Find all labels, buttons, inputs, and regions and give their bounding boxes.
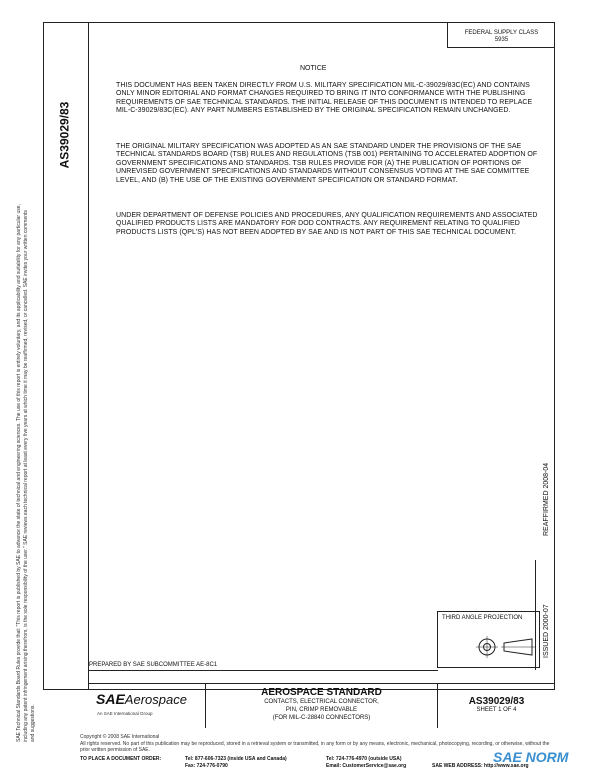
footer — [80, 734, 550, 754]
federal-supply-class: FEDERAL SUPPLY CLASS 5935 — [447, 22, 555, 48]
email-address[interactable]: Email: CustomerService@sae.org — [326, 763, 407, 769]
sae-aerospace-logo: SAEAerospace — [96, 691, 187, 707]
notice-paragraph-3: UNDER DEPARTMENT OF DEFENSE POLICIES AND PROCEDURES, ANY QUALIFICATION REQUIREMENTS AND ASSOCIATED QUALIFIED PRODUCTS LISTS ARE MANDATORY FOR DOD CONTRACTS. ANY REQUIREMENT RELATING TO QUALIFIED PRODUCTS LISTS (QPL'S) HAS NOT BEEN ADOPTED BY SAE AND IS NOT PART OF THIS SAE TECHNICAL DOCUMENT. — [116, 212, 538, 236]
notice-title: NOTICE — [300, 65, 327, 72]
third-angle-projection-icon — [476, 631, 538, 663]
sae-norm-watermark: SAE NORM — [493, 749, 569, 765]
document-number-cell — [438, 684, 555, 728]
projection-label: THIRD ANGLE PROJECTION — [442, 615, 523, 621]
rights-statement: All rights reserved. No part of this publication may be reproduced, stored in a retrieval system or transmitted, in any form or by any means, electronic, mechanical, photocopying, recording, or otherwise, without the prior written permission of SAE. — [80, 740, 550, 753]
notice-paragraph-2: THE ORIGINAL MILITARY SPECIFICATION WAS ADOPTED AS AN SAE STANDARD UNDER THE PROVISIONS OF THE SAE TECHNICAL STANDARDS BOARD (TSB) RULES AND REGULATIONS (TSB 001) PERTAINING TO ACCELERATED ADOPTION OF GOVERNMENT SPECIFICATIONS AND STANDARDS. TSB RULES PROVIDE FOR (A) THE PUBLICATION OF PORTIONS OF UNREVISED GOVERNMENT SPECIFICATIONS AND STANDARDS WITHOUT CONSENSUS VOTING AT THE SAE COMMITTEE LEVEL, AND (B) THE USE OF THE EXISTING GOVERNMENT SPECIFICATION OR STANDARD FORMAT. — [116, 143, 538, 184]
sheet-number: SHEET 1 OF 4 — [476, 707, 517, 713]
document-number: AS39029/83 — [468, 696, 525, 707]
title-line: PIN, CRIMP REMOVABLE — [285, 707, 358, 713]
fax-number: Fax: 724-776-0790 — [185, 763, 228, 769]
standard-title-cell — [206, 684, 438, 728]
prepared-by: PREPARED BY SAE SUBCOMMITTEE AE-8C1 — [89, 662, 218, 668]
telephone-usa: Tel: 877-606-7323 (inside USA and Canada) — [185, 756, 287, 762]
title-line: (FOR MIL-C-28840 CONNECTORS) — [272, 715, 371, 721]
margin-note: SAE Technical Standards Board Rules provide that: "This report is published by SAE to advance the state of technical and engineering sciences. The use of this report is entirely voluntary, and its applicability and suitability for any particular use, including any patent infringement arising therefrom, is the sole responsibility of the user." SAE reviews each technical report at least every five years at which time it may be reaffirmed, revised, or cancelled. SAE invites your written comments and suggestions. — [16, 204, 36, 742]
standard-title: AEROSPACE STANDARD — [261, 687, 382, 698]
telephone-international: Tel: 724-776-4970 (outside USA) — [326, 756, 402, 762]
document-number-vertical: AS39029/83 — [57, 101, 72, 169]
logo-cell — [88, 684, 206, 728]
side-notes — [540, 440, 555, 690]
title-line: CONTACTS, ELECTRICAL CONNECTOR, — [264, 699, 379, 705]
title-block — [88, 683, 555, 727]
logo-subtitle: An SAE International Group — [97, 711, 153, 716]
order-label: TO PLACE A DOCUMENT ORDER: — [80, 756, 162, 762]
page-frame — [88, 22, 555, 690]
web-address[interactable]: SAE WEB ADDRESS: http://www.sae.org — [432, 763, 529, 769]
projection-box — [437, 611, 540, 668]
notice-paragraph-1: THIS DOCUMENT HAS BEEN TAKEN DIRECTLY FROM U.S. MILITARY SPECIFICATION MIL-C-39029/83C(EC) AND CONTAINS ONLY MINOR EDITORIAL AND FORMAT CHANGES REQUIRED TO BRING IT INTO CONFORMANCE WITH THE PUBLISHING REQUIREMENTS OF SAE TECHNICAL STANDARDS. THE INITIAL RELEASE OF THIS DOCUMENT IS INTENDED TO REPLACE MIL-C-39029/83C(EC). ANY PART NUMBERS ESTABLISHED BY THE ORIGINAL SPECIFICATION REMAIN UNCHANGED. — [116, 82, 533, 115]
reaffirmed-date: REAFFIRMED 2008-04 — [543, 462, 550, 536]
copyright: Copyright © 2008 SAE International — [80, 734, 160, 740]
issued-date: ISSUED 2000-07 — [543, 604, 550, 658]
rule — [88, 670, 438, 671]
